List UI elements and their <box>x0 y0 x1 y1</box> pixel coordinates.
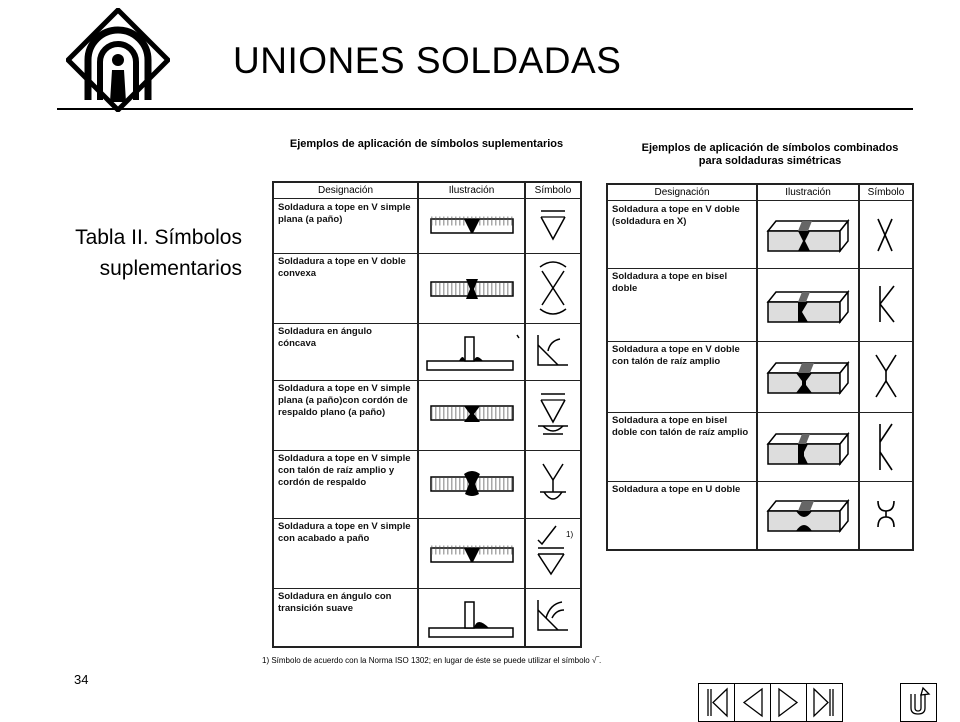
return-navigation <box>900 683 937 722</box>
designation-text: Soldadura a tope en V simple plana (a paño)con cordón de respaldo plano (a paño) <box>278 383 411 418</box>
designation-text: Soldadura en ángulo cóncava <box>278 326 372 349</box>
right-table-title-line: para soldaduras simétricas <box>698 155 842 167</box>
left-table-title: Ejemplos de aplicación de símbolos suplementarios <box>289 138 564 150</box>
double-y-symbol <box>860 341 912 412</box>
flat-v-weld-symbol <box>526 199 580 253</box>
designation-text: Soldadura en ángulo con transición suave <box>278 591 392 614</box>
designation-text: Soldadura a tope en V simple con talón de raíz amplio y cordón de respaldo <box>278 453 411 488</box>
designation-text: Soldadura a tope en bisel doble con talón de raíz amplio <box>612 415 749 438</box>
convex-double-v-symbol <box>526 253 580 323</box>
designation-text: Soldadura a tope en V simple plana (a paño) <box>278 202 411 225</box>
weld-illustration <box>419 518 524 588</box>
table-footnote: 1) Símbolo de acuerdo con la Norma ISO 1302; en lugar de éste se puede utilizar el símbolo √‾. <box>262 656 602 665</box>
weld-block-illustration <box>758 412 858 481</box>
footnote-marker: 1) <box>566 530 574 539</box>
header-simbolo: Símbolo <box>534 185 572 196</box>
double-bevel-k-symbol <box>860 268 912 341</box>
double-bevel-root-symbol <box>860 412 912 481</box>
table-row <box>274 253 580 324</box>
table-row <box>608 201 912 269</box>
designation-text: Soldadura a tope en V doble con talón de raíz amplio <box>612 344 740 367</box>
title-divider <box>57 108 913 110</box>
header-designacion: Designación <box>654 187 710 198</box>
logo-emblem <box>66 8 170 112</box>
table-row <box>274 518 580 589</box>
designation-text: Soldadura a tope en V doble (soldadura en X) <box>612 204 740 227</box>
header-ilustracion: Ilustración <box>785 187 831 198</box>
table-row <box>608 481 912 547</box>
designation-text: Soldadura a tope en V doble convexa <box>278 256 406 279</box>
left-symbol-table <box>272 181 582 648</box>
designation-text: Soldadura a tope en U doble <box>612 484 741 495</box>
header-designacion: Designación <box>317 185 374 196</box>
last-icon <box>807 684 842 721</box>
smooth-transition-fillet-symbol <box>526 588 580 644</box>
return-icon <box>901 684 936 721</box>
page-title: UNIONES SOLDADAS <box>233 40 622 81</box>
v-weld-finish-symbol <box>526 518 580 588</box>
weld-illustration <box>419 380 524 450</box>
header-ilustracion: Ilustración <box>448 185 495 196</box>
y-weld-with-backing-symbol <box>526 450 580 518</box>
right-table-title-line: Ejemplos de aplicación de símbolos combinados <box>641 142 899 154</box>
table-row <box>274 199 580 254</box>
flat-v-with-backing-symbol <box>526 380 580 450</box>
weld-illustration <box>419 199 524 253</box>
table-header <box>608 185 912 201</box>
designation-text: Soldadura a tope en V simple con acabado a paño <box>278 521 411 544</box>
table-row <box>608 412 912 482</box>
page-number: 34 <box>74 672 89 687</box>
weld-block-illustration <box>758 341 858 412</box>
side-caption-line: Tabla II. Símbolos <box>75 226 242 249</box>
header-simbolo: Símbolo <box>867 187 905 198</box>
previous-icon <box>735 684 770 721</box>
double-v-x-symbol <box>860 201 912 268</box>
double-u-symbol <box>860 481 912 547</box>
last-slide-button[interactable] <box>807 684 842 721</box>
weld-illustration <box>419 253 524 323</box>
concave-fillet-symbol <box>526 323 580 380</box>
table-row <box>274 380 580 451</box>
designation-text: Soldadura a tope en bisel doble <box>612 271 728 294</box>
weld-block-illustration <box>758 201 858 268</box>
right-symbol-table <box>606 183 914 551</box>
next-slide-button[interactable] <box>771 684 807 721</box>
table-header <box>274 183 580 199</box>
slide-navigation <box>698 683 843 722</box>
table-row <box>274 588 580 644</box>
table-row <box>274 450 580 519</box>
weld-illustration <box>419 450 524 518</box>
first-slide-button[interactable] <box>699 684 735 721</box>
weld-illustration <box>419 588 524 644</box>
previous-slide-button[interactable] <box>735 684 771 721</box>
weld-illustration <box>419 323 524 380</box>
side-caption-line: suplementarios <box>99 257 242 280</box>
return-button[interactable] <box>901 684 936 721</box>
next-icon <box>771 684 806 721</box>
table-row <box>608 341 912 413</box>
weld-block-illustration <box>758 268 858 341</box>
right-table-title <box>620 142 920 168</box>
table-row <box>274 323 580 381</box>
weld-block-illustration <box>758 481 858 547</box>
first-icon <box>699 684 734 721</box>
side-caption <box>30 222 242 284</box>
table-row <box>608 268 912 342</box>
